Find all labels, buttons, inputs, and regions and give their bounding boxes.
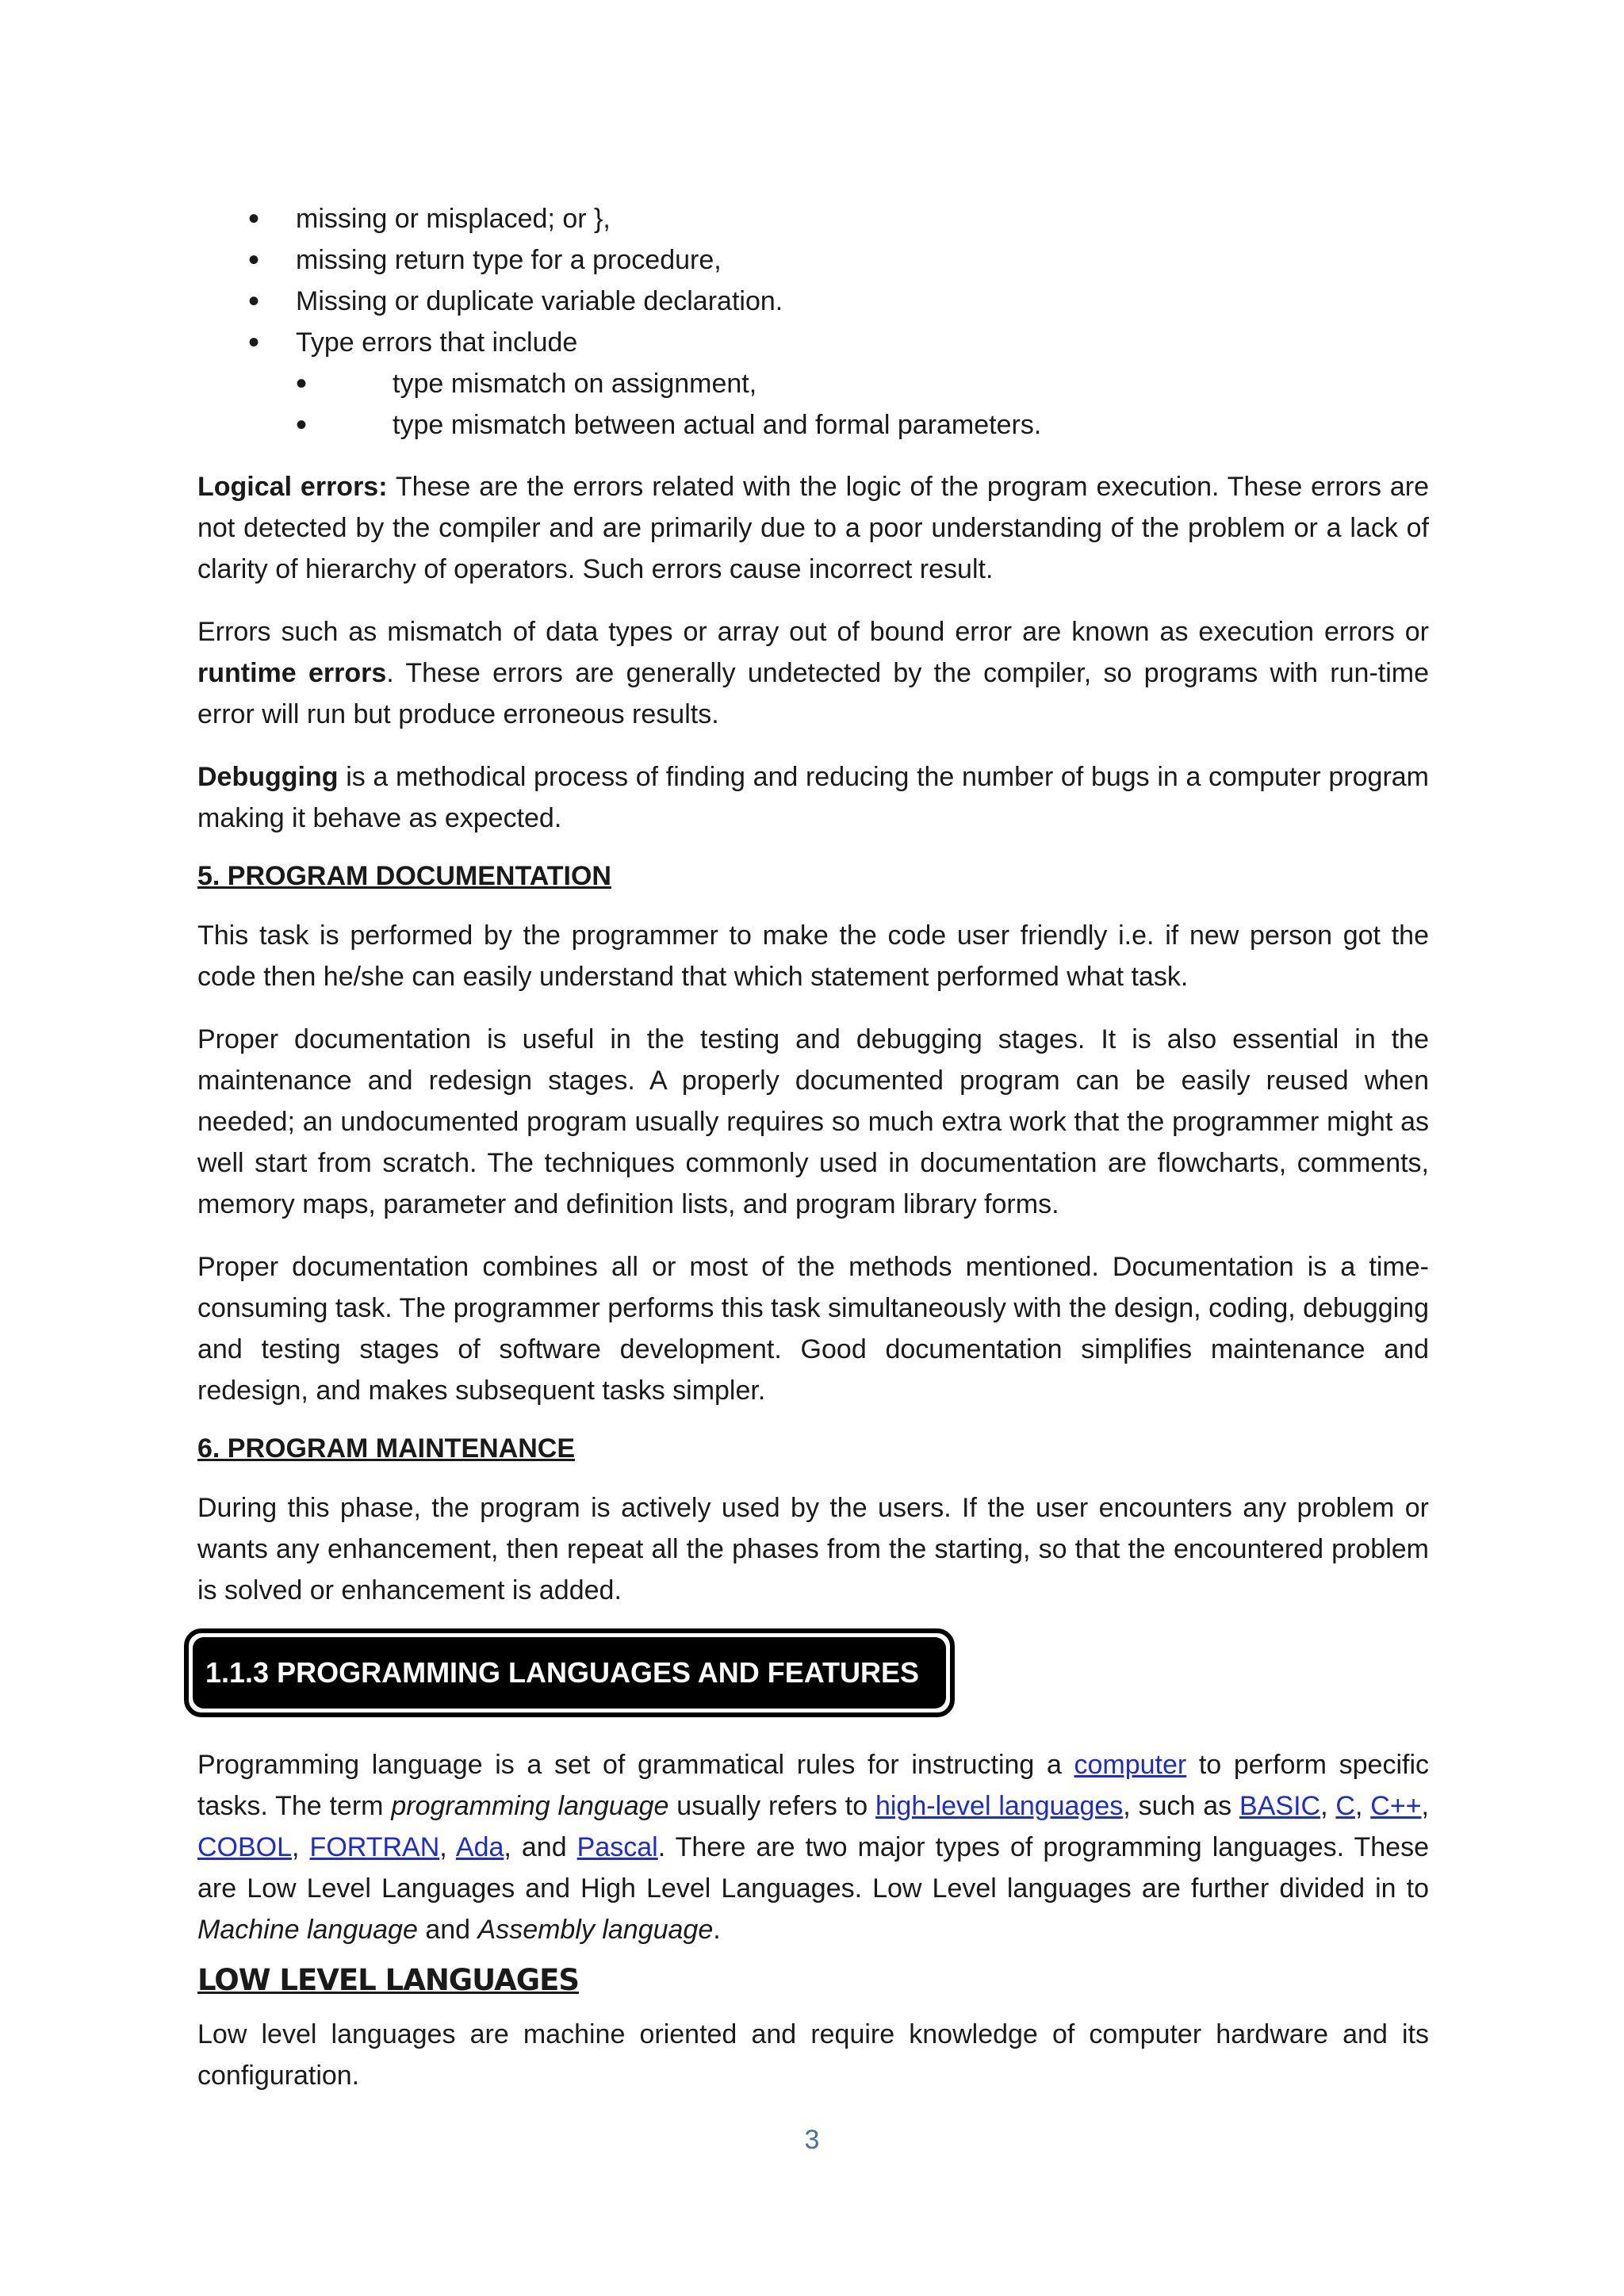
page-content xyxy=(197,198,1429,2096)
documentation-paragraph-2: Proper documentation is useful in the testing and debugging stages. It is also essential in the maintenance and redesign stages. A properly documented program can be easily reused when needed; an undocumented program usually requires so much extra work that the programmer might as well start from scratch. The techniques commonly used in documentation are flowcharts, comments, memory maps, parameter and definition lists, and program library forms. xyxy=(197,1024,1429,1219)
link-c[interactable]: C xyxy=(1335,1791,1355,1821)
runtime-text-after: . These errors are generally undetected by the compiler, so programs with run-time error will run but produce erroneous results. xyxy=(197,658,1429,729)
sub-list-item: • type mismatch between actual and formal parameters. xyxy=(197,404,1429,446)
languages-text: usually refers to xyxy=(668,1791,875,1821)
link-high-level-languages[interactable]: high-level languages xyxy=(875,1791,1124,1821)
runtime-errors-term: runtime errors xyxy=(197,658,387,688)
documentation-paragraph-3: Proper documentation combines all or most of the methods mentioned. Documentation is a time-consuming task. The programmer performs this task simultaneously with the design, coding, debugging and testing stages of software development. Good documentation simplifies maintenance and redesign, and makes subsequent tasks simpler. xyxy=(197,1252,1429,1406)
separator: , xyxy=(1320,1791,1336,1821)
maintenance-heading: 6. PROGRAM MAINTENANCE xyxy=(197,1433,576,1464)
section-title-box xyxy=(184,1628,955,1717)
list-item: • Type errors that include xyxy=(197,322,1429,363)
link-basic[interactable]: BASIC xyxy=(1239,1791,1321,1821)
languages-paragraph xyxy=(197,1744,1429,1950)
low-level-paragraph: Low level languages are machine oriented and require knowledge of computer hardware and its configuration. xyxy=(197,2019,1429,2091)
emphasis-assembly-language: Assembly language xyxy=(477,1915,714,1945)
link-ada[interactable]: Ada xyxy=(455,1832,504,1862)
link-pascal[interactable]: Pascal xyxy=(576,1832,658,1862)
languages-text: . There are two major types of programming languages. These are Low Level Languages and High Level Languages. Low Level languages are further divided in to xyxy=(197,1832,1429,1904)
logical-errors-term: Logical errors: xyxy=(197,472,388,502)
list-item: • missing return type for a procedure, xyxy=(197,239,1429,281)
runtime-errors-paragraph xyxy=(197,611,1429,735)
sub-list-item: • type mismatch on assignment, xyxy=(197,363,1429,404)
emphasis-machine-language: Machine language xyxy=(197,1915,418,1945)
link-cpp[interactable]: C++ xyxy=(1370,1791,1422,1821)
emphasis-programming-language: programming language xyxy=(391,1791,669,1821)
section-title: 1.1.3 PROGRAMMING LANGUAGES AND FEATURES xyxy=(193,1637,946,1709)
languages-text: to perform specific tasks. The term xyxy=(197,1750,1429,1821)
error-bullet-list xyxy=(197,198,1429,446)
separator: , xyxy=(1421,1791,1429,1821)
link-cobol[interactable]: COBOL xyxy=(197,1832,293,1862)
languages-text: and xyxy=(417,1915,478,1945)
debugging-term: Debugging xyxy=(197,762,339,792)
debugging-text: is a methodical process of finding and reducing the number of bugs in a computer program making it behave as expected. xyxy=(197,762,1429,833)
runtime-text-before: Errors such as mismatch of data types or array out of bound error are known as execution errors or xyxy=(197,617,1429,647)
link-fortran[interactable]: FORTRAN xyxy=(309,1832,440,1862)
languages-text: , such as xyxy=(1123,1791,1240,1821)
page-number: 3 xyxy=(804,2125,820,2155)
separator: , xyxy=(439,1832,456,1862)
languages-text: . xyxy=(713,1915,721,1945)
languages-text: , and xyxy=(504,1832,577,1862)
logical-errors-text: These are the errors related with the logic of the program execution. These errors are not detected by the compiler and are primarily due to a poor understanding of the problem or a lack of clarity of hierarchy of operators. Such errors cause incorrect result. xyxy=(197,472,1429,584)
languages-text: Programming language is a set of grammatical rules for instructing a xyxy=(197,1750,1074,1780)
link-computer[interactable]: computer xyxy=(1074,1750,1187,1780)
separator: , xyxy=(1354,1791,1371,1821)
maintenance-paragraph: During this phase, the program is actively used by the users. If the user encounters any problem or wants any enhancement, then repeat all the phases from the starting, so that the encountered problem is solved or enhancement is added. xyxy=(197,1493,1429,1605)
list-item: • missing or misplaced; or }, xyxy=(197,198,1429,239)
separator: , xyxy=(292,1832,310,1862)
logical-errors-paragraph xyxy=(197,466,1429,590)
low-level-languages-heading: LOW LEVEL LANGUAGES xyxy=(197,1963,580,1997)
list-item: • Missing or duplicate variable declaration. xyxy=(197,281,1429,322)
documentation-paragraph-1: This task is performed by the programmer to make the code user friendly i.e. if new person got the code then he/she can easily understand that which statement performed what task. xyxy=(197,920,1429,992)
documentation-heading: 5. PROGRAM DOCUMENTATION xyxy=(197,861,611,891)
debugging-paragraph xyxy=(197,756,1429,839)
